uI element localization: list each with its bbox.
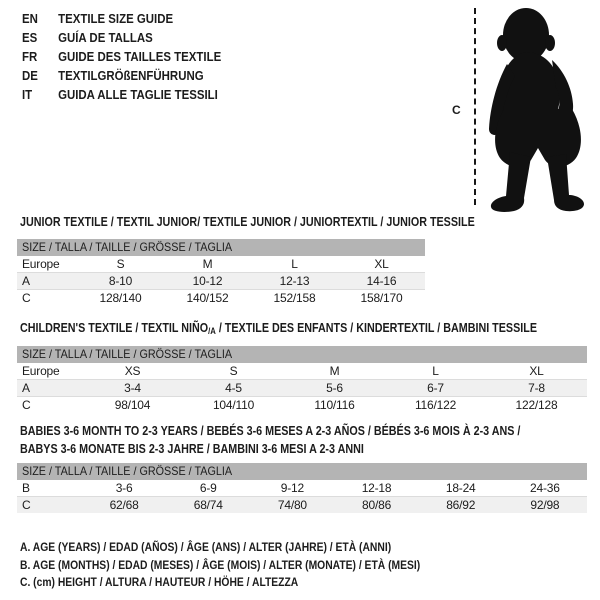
size-header-bar: SIZE / TALLA / TAILLE / GRÖSSE / TAGLIA xyxy=(17,239,425,256)
language-title: GUIDE DES TAILLES TEXTILE xyxy=(58,49,222,64)
language-title: GUIDA ALLE TAGLIE TESSILI xyxy=(58,87,218,102)
table-row xyxy=(17,256,425,273)
size-header-bar: SIZE / TALLA / TAILLE / GRÖSSE / TAGLIA xyxy=(17,346,587,363)
table-cell: S xyxy=(116,257,125,271)
table-cell: 3-6 xyxy=(115,481,133,495)
baby-silhouette-image xyxy=(486,4,592,212)
table-cell: 12-18 xyxy=(361,481,392,495)
language-list xyxy=(22,9,248,104)
table-cell: 6-9 xyxy=(199,481,217,495)
table-cell: 140/152 xyxy=(186,291,229,305)
table-cell: L xyxy=(291,257,298,271)
language-code: ES xyxy=(22,30,38,45)
table-cell: 68/74 xyxy=(193,498,223,512)
table-cell: XS xyxy=(124,364,141,378)
language-code: IT xyxy=(22,87,33,102)
language-row-es xyxy=(22,28,248,47)
row-label: A xyxy=(22,274,30,288)
table-cell: XL xyxy=(374,257,389,271)
height-measure-label: C xyxy=(452,103,461,117)
table-cell: XL xyxy=(529,364,544,378)
language-code: FR xyxy=(22,49,38,64)
table-cell: 80/86 xyxy=(362,498,392,512)
table-cell: M xyxy=(329,364,340,378)
row-label: B xyxy=(22,481,30,495)
table-cell: 110/116 xyxy=(314,398,355,412)
junior-size-table xyxy=(17,239,425,306)
size-header-bar: SIZE / TALLA / TAILLE / GRÖSSE / TAGLIA xyxy=(17,463,587,480)
table-cell: M xyxy=(202,257,213,271)
babies-section-heading: BABIES 3-6 MONTH TO 2-3 YEARS / BEBÉS 3-6 MESES A 2-3 AÑOS / BÉBÉS 3-6 MOIS À 2-3 ANS / BABYS 3-6 MONATE BIS 2-3 JAHRE / BAMBINI 3-6 MESI A 2-3 ANNI xyxy=(20,424,521,456)
table-row xyxy=(17,273,425,290)
table-cell: 5-6 xyxy=(326,381,343,395)
table-cell: 18-24 xyxy=(445,481,476,495)
footnotes xyxy=(20,539,485,592)
table-row xyxy=(17,290,425,307)
table-cell: 74/80 xyxy=(277,498,307,512)
junior-section-heading: JUNIOR TEXTILE / TEXTIL JUNIOR/ TEXTILE JUNIOR / JUNIORTEXTIL / JUNIOR TESSILE xyxy=(20,215,475,229)
table-cell: 14-16 xyxy=(366,274,397,288)
row-label: C xyxy=(22,498,31,512)
footnote-b: B. AGE (MONTHS) / EDAD (MESES) / ÂGE (MOIS) / ALTER (MONATE) / ETÀ (MESI) xyxy=(20,557,421,572)
row-label: C xyxy=(22,398,31,412)
table-cell: 128/140 xyxy=(99,291,142,305)
table-cell: S xyxy=(229,364,238,378)
table-cell: 152/158 xyxy=(273,291,316,305)
footnote-c: C. (cm) HEIGHT / ALTURA / HAUTEUR / HÖHE / ALTEZZA xyxy=(20,575,299,589)
table-cell: L xyxy=(432,364,439,378)
table-row xyxy=(17,380,587,397)
table-cell: 158/170 xyxy=(360,291,403,305)
table-cell: 24-36 xyxy=(530,481,560,495)
table-cell: 8-10 xyxy=(108,274,133,288)
children-size-table xyxy=(17,346,587,413)
table-cell: 104/110 xyxy=(212,398,255,412)
table-cell: 98/104 xyxy=(114,398,151,412)
language-code: EN xyxy=(22,11,38,26)
table-row xyxy=(17,480,587,497)
table-cell: 12-13 xyxy=(279,274,310,288)
table-cell: 62/68 xyxy=(109,498,139,512)
row-label: Europe xyxy=(22,364,60,378)
children-section-heading: CHILDREN'S TEXTILE / TEXTIL NIÑO/A / TEXTILE DES ENFANTS / KINDERTEXTIL / BAMBINI TESSILE xyxy=(20,321,537,336)
language-row-de xyxy=(22,66,248,85)
language-title: TEXTILGRÖßENFÜHRUNG xyxy=(58,68,204,83)
table-cell: 122/128 xyxy=(515,398,558,412)
table-row xyxy=(17,363,587,380)
table-cell: 6-7 xyxy=(427,381,444,395)
language-row-fr xyxy=(22,47,248,66)
table-cell: 9-12 xyxy=(280,481,304,495)
table-cell: 92/98 xyxy=(530,498,560,512)
table-row xyxy=(17,397,587,414)
table-cell: 10-12 xyxy=(192,274,223,288)
table-cell: 7-8 xyxy=(528,381,545,395)
language-title: GUÍA DE TALLAS xyxy=(58,30,153,45)
table-cell: 4-5 xyxy=(225,381,242,395)
language-code: DE xyxy=(22,68,38,83)
row-label: Europe xyxy=(22,257,60,271)
language-row-en xyxy=(22,9,248,28)
babies-size-table xyxy=(17,463,587,513)
row-label: A xyxy=(22,381,30,395)
footnote-a: A. AGE (YEARS) / EDAD (AÑOS) / ÂGE (ANS) / ALTER (JAHRE) / ETÀ (ANNI) xyxy=(20,540,392,554)
table-cell: 86/92 xyxy=(446,498,476,512)
row-label: C xyxy=(22,291,31,305)
language-title: TEXTILE SIZE GUIDE xyxy=(58,11,174,26)
table-row xyxy=(17,497,587,514)
language-row-it xyxy=(22,85,248,104)
height-measure-dashed-line xyxy=(474,8,476,205)
table-cell: 116/122 xyxy=(414,398,457,412)
table-cell: 3-4 xyxy=(124,381,141,395)
